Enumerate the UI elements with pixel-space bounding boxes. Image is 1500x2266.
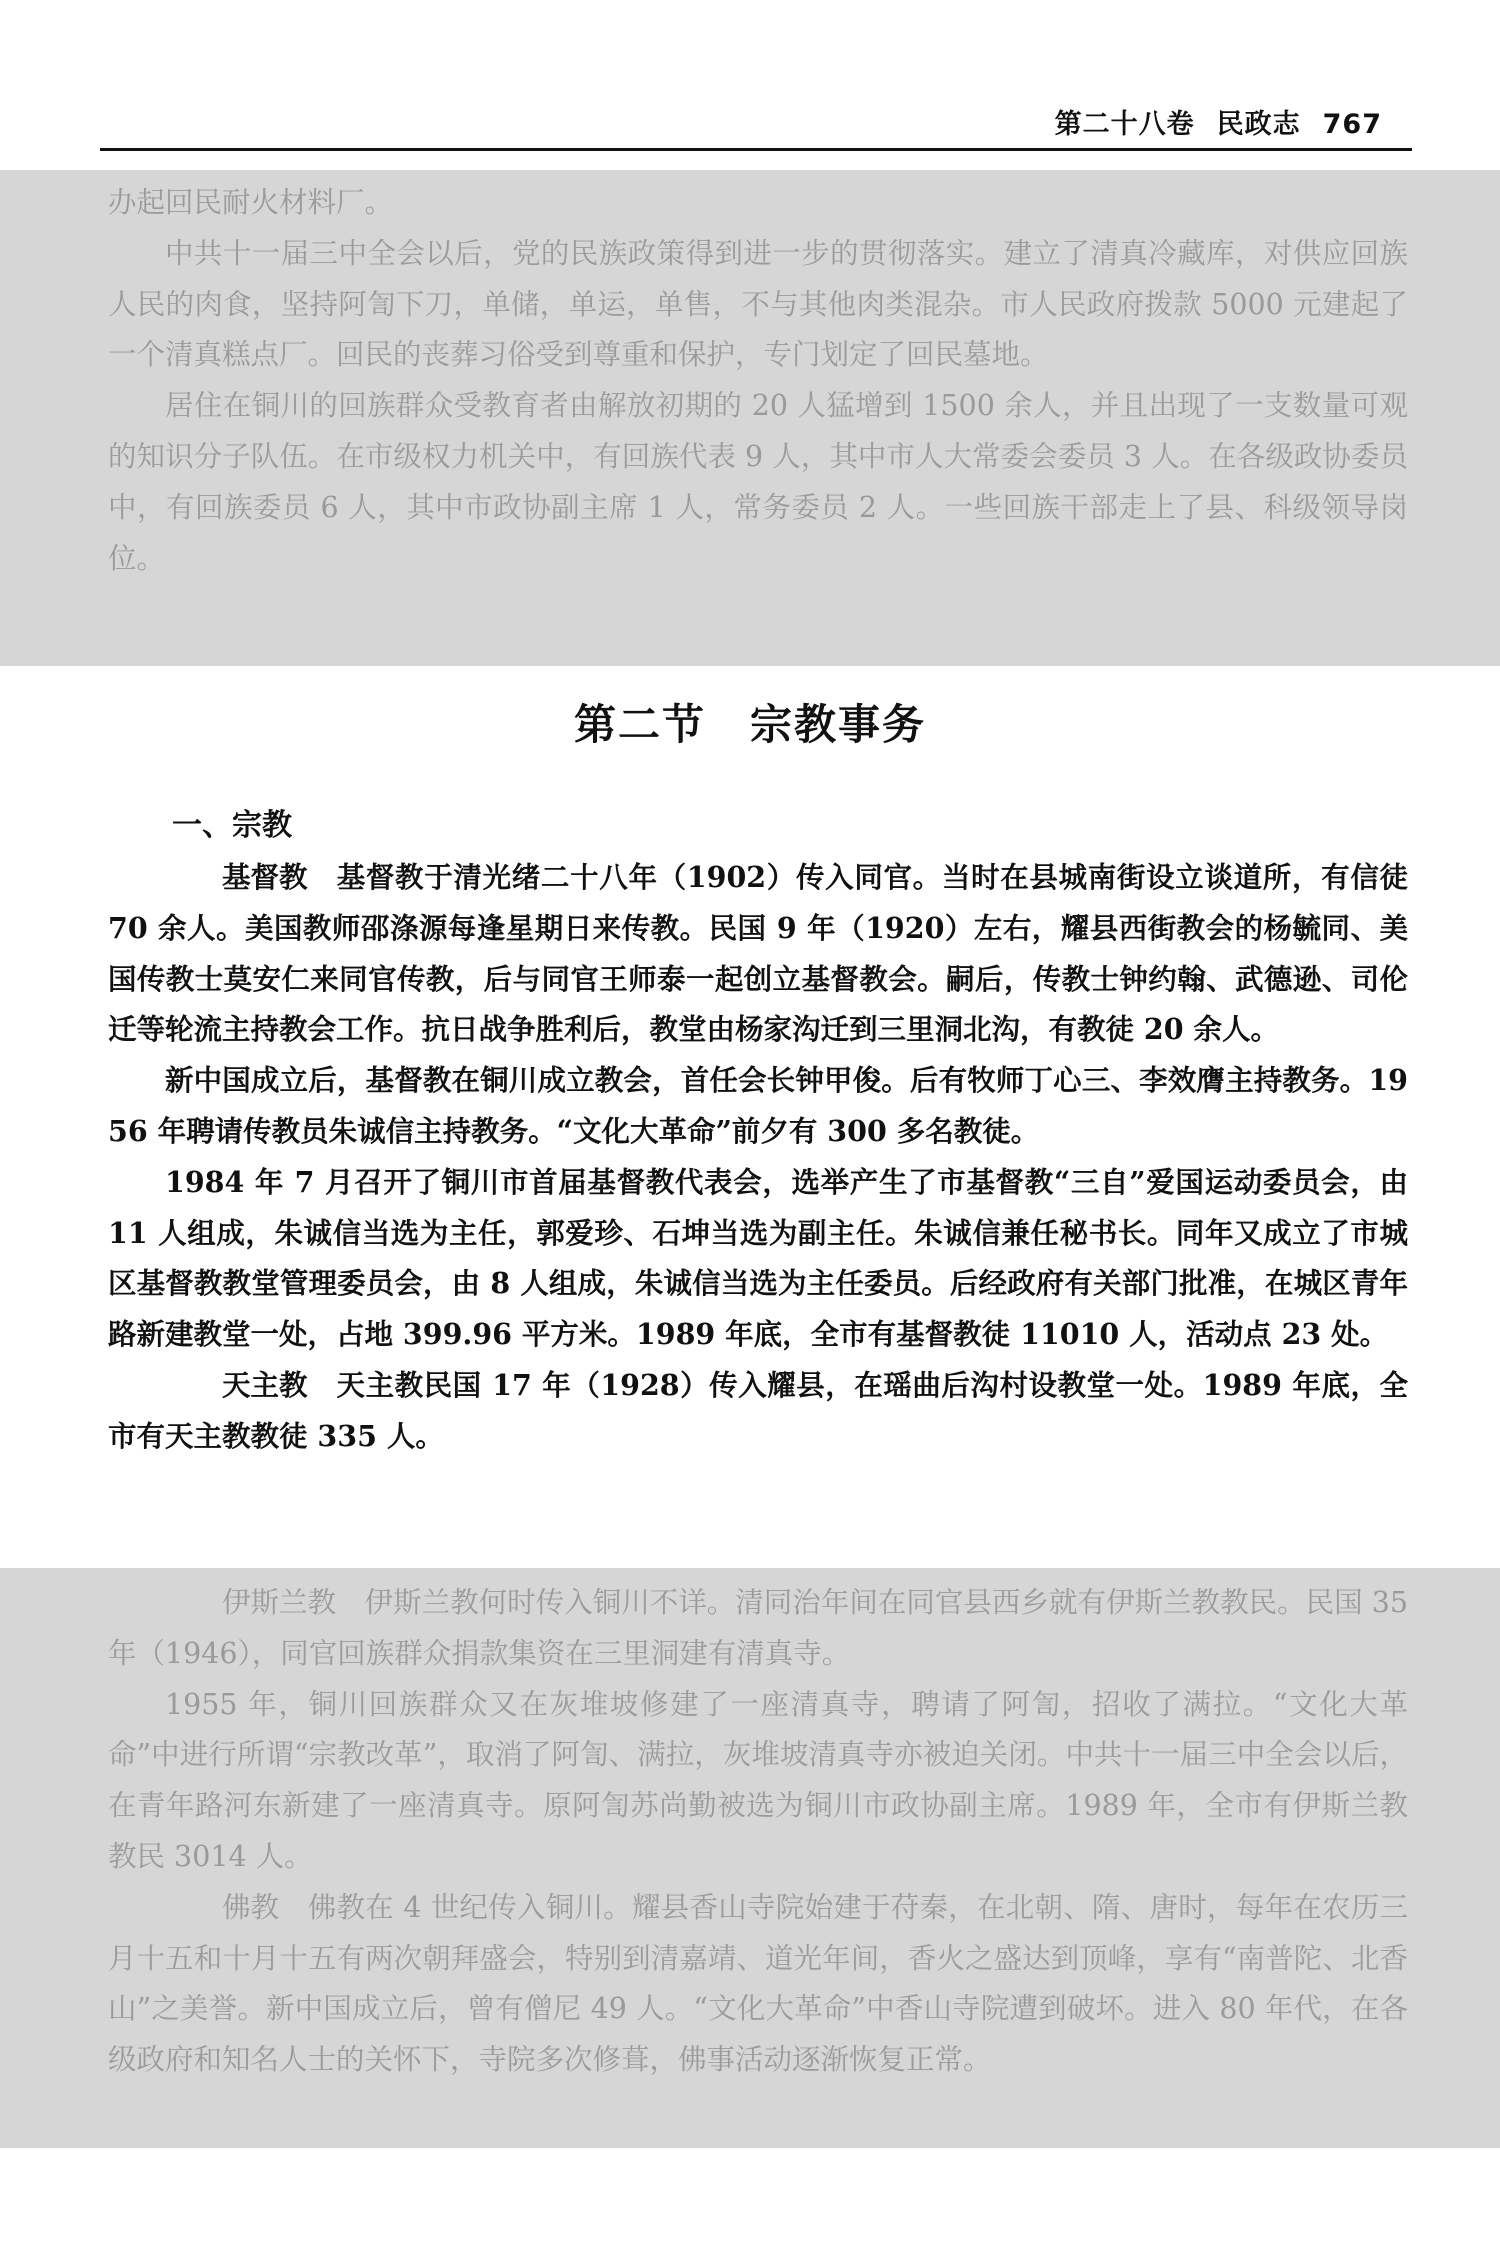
- paragraph-text: 伊斯兰教何时传入铜川不详。清同治年间在同官县西乡就有伊斯兰教教民。民国 35 年（1946），同官回族群众捐款集资在三里洞建有清真寺。: [108, 1586, 1408, 1670]
- paragraph: 办起回民耐火材料厂。: [108, 186, 394, 219]
- paragraph: [108, 1055, 1408, 1157]
- running-head: [1033, 102, 1382, 141]
- paragraph: [108, 852, 1408, 1055]
- paragraph-text: 1984 年 7 月召开了铜川市首届基督教代表会，选举产生了市基督教“三自”爱国运动委员会，由 11 人组成，朱诚信当选为主任，郭爱珍、石坤当选为副主任。朱诚信兼任秘书长。同年又成立了市城区基督教教堂管理委员会，由 8 人组成，朱诚信当选为主任委员。后经政府有关部门批准，在城区青年路新建教堂一处，占地 399.96 平方米。1989 年底，全市有基督教徒 11010 人，活动点 23 处。: [108, 1164, 1408, 1352]
- paragraph: [108, 1883, 1408, 2086]
- middle-text-block: [108, 852, 1408, 1462]
- section-name: 宗教事务: [750, 700, 927, 749]
- paragraph-term: 基督教: [222, 860, 308, 894]
- paragraph-text: 基督教于清光绪二十八年（1902）传入同官。当时在县城南街设立谈道所，有信徒 70 余人。美国教师邵涤源每逢星期日来传教。民国 9 年（1920）左右，耀县西街教会的杨毓同、美国传教士莫安仁来同官传教，后与同官王师泰一起创立基督教会。嗣后，传教士钟约翰、武德逊、司伦迁等轮流主持教会工作。抗日战争胜利后，教堂由杨家沟迁到三里洞北沟，有教徒 20 余人。: [108, 860, 1408, 1047]
- page-number: 767: [1322, 109, 1382, 140]
- paragraph-text: 新中国成立后，基督教在铜川成立教会，首任会长钟甲俊。后有牧师丁心三、李效膺主持教务。1956 年聘请传教员朱诚信主持教务。“文化大革命”前夕有 300 多名教徒。: [108, 1063, 1408, 1148]
- subsection-title: 一、宗教: [172, 808, 292, 843]
- book-title: 民政志: [1216, 109, 1301, 140]
- paragraph: [108, 1157, 1408, 1360]
- page-header: [100, 98, 1412, 151]
- bottom-text-block: [108, 1578, 1408, 2086]
- paragraph-term: 伊斯兰教: [222, 1586, 337, 1619]
- paragraph: 居住在铜川的回族群众受教育者由解放初期的 20 人猛增到 1500 余人，并且出现了一支数量可观的知识分子队伍。在市级权力机关中，有回族代表 9 人，其中市人大常委会委员 3 人。在各级政协委员中，有回族委员 6 人，其中市政协副主席 1 人，常务委员 2 人。一些回族干部走上了县、科级领导岗位。: [108, 389, 1408, 575]
- paragraph-text: 天主教民国 17 年（1928）传入耀县，在瑶曲后沟村设教堂一处。1989 年底，全市有天主教教徒 335 人。: [108, 1367, 1408, 1453]
- section-title: [0, 692, 1500, 752]
- top-text-block: [108, 178, 1408, 584]
- paragraph: [108, 1360, 1408, 1462]
- paragraph-term: 佛教: [222, 1890, 280, 1924]
- paragraph: [108, 1680, 1408, 1883]
- section-number: 第二节: [573, 700, 706, 749]
- paragraph-text: 佛教在 4 世纪传入铜川。耀县香山寺院始建于苻秦，在北朝、隋、唐时，每年在农历三月十五和十月十五有两次朝拜盛会，特别到清嘉靖、道光年间，香火之盛达到顶峰，享有“南普陀、北香山”之美誉。新中国成立后，曾有僧尼 49 人。“文化大革命”中香山寺院遭到破坏。进入 80 年代，在各级政府和知名人士的关怀下，寺院多次修葺，佛事活动逐渐恢复正常。: [108, 1890, 1408, 2077]
- volume-label: 第二十八卷: [1054, 109, 1195, 140]
- paragraph: [108, 1578, 1408, 1680]
- paragraph-text: 1955 年，铜川回族群众又在灰堆坡修建了一座清真寺，聘请了阿訇，招收了满拉。“文化大革命”中进行所谓“宗教改革”，取消了阿訇、满拉，灰堆坡清真寺亦被迫关闭。中共十一届三中全会以后，在青年路河东新建了一座清真寺。原阿訇苏尚勤被选为铜川市政协副主席。1989 年，全市有伊斯兰教教民 3014 人。: [108, 1687, 1408, 1873]
- paragraph-term: 天主教: [222, 1367, 308, 1402]
- paragraph: 中共十一届三中全会以后，党的民族政策得到进一步的贯彻落实。建立了清真冷藏库，对供应回族人民的肉食，坚持阿訇下刀，单储，单运，单售，不与其他肉类混杂。市人民政府拨款 5000 元建起了一个清真糕点厂。回民的丧葬习俗受到尊重和保护，专门划定了回民墓地。: [108, 236, 1408, 372]
